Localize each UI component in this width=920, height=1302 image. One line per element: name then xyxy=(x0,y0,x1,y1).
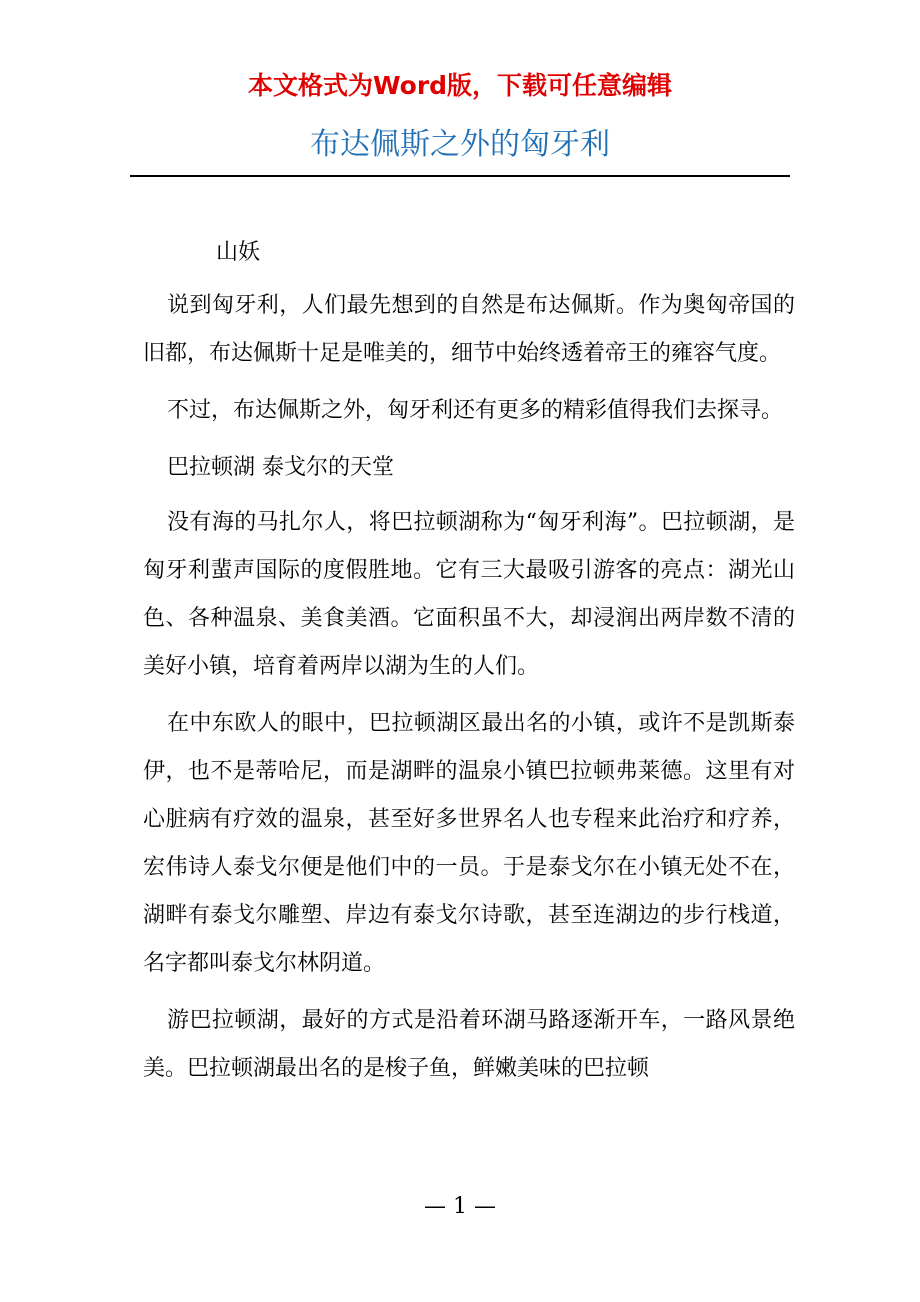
article-body xyxy=(143,233,795,1102)
document-title: 布达佩斯之外的匈牙利 xyxy=(310,127,610,162)
paragraph: 没有海的马扎尔人，将巴拉顿湖称为“匈牙利海”。巴拉顿湖，是匈牙利蜚声国际的度假胜地。它有三大最吸引游客的亮点：湖光山色、各种温泉、美食美酒。它面积虽不大，却浸润出两岸数不清的美好小镇，培育着两岸以湖为生的人们。 xyxy=(143,510,795,679)
paragraph: 游巴拉顿湖，最好的方式是沿着环湖马路逐渐开车，一路风景绝美。巴拉顿湖最出名的是梭子鱼，鲜嫩美味的巴拉顿 xyxy=(143,1008,795,1081)
title-divider xyxy=(130,175,790,177)
paragraph: 说到匈牙利，人们最先想到的自然是布达佩斯。作为奥匈帝国的旧都，布达佩斯十足是唯美的，细节中始终透着帝王的雍容气度。 xyxy=(143,293,795,366)
author-name: 山妖 xyxy=(216,240,261,265)
page-number: — 1 — xyxy=(424,1194,496,1219)
section-heading: 巴拉顿湖 泰戈尔的天堂 xyxy=(167,455,394,480)
word-format-notice: 本文格式为Word版，下载可任意编辑 xyxy=(247,71,673,100)
paragraph: 不过，布达佩斯之外，匈牙利还有更多的精彩值得我们去探寻。 xyxy=(167,398,784,423)
paragraph: 在中东欧人的眼中，巴拉顿湖区最出名的小镇，或许不是凯斯泰伊，也不是蒂哈尼，而是湖畔的温泉小镇巴拉顿弗莱德。这里有对心脏病有疗效的温泉，甚至好多世界名人也专程来此治疗和疗养，宏伟诗人泰戈尔便是他们中的一员。于是泰戈尔在小镇无处不在，湖畔有泰戈尔雕塑、岸边有泰戈尔诗歌，甚至连湖边的步行栈道，名字都叫泰戈尔林阴道。 xyxy=(143,711,795,976)
